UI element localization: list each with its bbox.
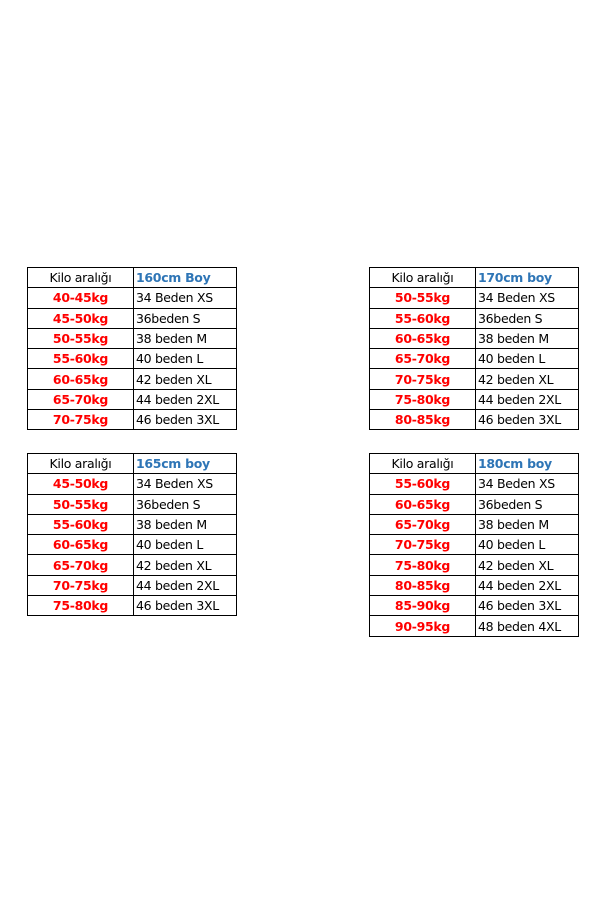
size-cell: 38 beden M [476,514,579,534]
weight-range-cell: 45-50kg [28,474,134,494]
header-row [28,268,237,288]
size-cell: 38 beden M [134,328,237,348]
size-cell: 48 beden 4XL [476,616,579,636]
weight-range-cell: 70-75kg [370,535,476,555]
weight-range-cell: 65-70kg [28,555,134,575]
size-cell: 42 beden XL [134,555,237,575]
table-row [28,575,237,595]
header-weight-range-label: Kilo aralığı [370,454,476,474]
size-cell: 34 Beden XS [476,474,579,494]
header-weight-range-label: Kilo aralığı [28,454,134,474]
weight-range-cell: 60-65kg [28,369,134,389]
header-weight-range-label: Kilo aralığı [370,268,476,288]
weight-range-cell: 50-55kg [28,494,134,514]
weight-range-cell: 55-60kg [28,514,134,534]
table-row [370,514,579,534]
table-row [370,369,579,389]
table-row [370,575,579,595]
weight-range-cell: 75-80kg [28,596,134,616]
header-weight-range-label: Kilo aralığı [28,268,134,288]
size-cell: 44 beden 2XL [476,575,579,595]
table-row [370,555,579,575]
size-table-170cm [369,267,579,430]
table-row [28,514,237,534]
table-row [28,410,237,430]
header-row [370,454,579,474]
table-row [370,410,579,430]
weight-range-cell: 60-65kg [28,535,134,555]
table-row [370,616,579,636]
table-row [28,389,237,409]
weight-range-cell: 70-75kg [28,575,134,595]
weight-range-cell: 75-80kg [370,389,476,409]
size-cell: 40 beden L [134,349,237,369]
table-row [370,308,579,328]
size-cell: 34 Beden XS [476,288,579,308]
size-cell: 44 beden 2XL [134,575,237,595]
size-cell: 46 beden 3XL [134,596,237,616]
weight-range-cell: 45-50kg [28,308,134,328]
size-table-160cm [27,267,237,430]
size-cell: 38 beden M [476,328,579,348]
table-row [28,535,237,555]
table-row [370,389,579,409]
weight-range-cell: 55-60kg [28,349,134,369]
weight-range-cell: 75-80kg [370,555,476,575]
weight-range-cell: 40-45kg [28,288,134,308]
table-row [28,596,237,616]
size-cell: 36beden S [476,494,579,514]
size-cell: 42 beden XL [476,369,579,389]
size-cell: 46 beden 3XL [476,596,579,616]
header-height-label: 165cm boy [134,454,237,474]
header-height-label: 170cm boy [476,268,579,288]
table-row [28,288,237,308]
weight-range-cell: 90-95kg [370,616,476,636]
header-height-label: 180cm boy [476,454,579,474]
table-row [370,535,579,555]
weight-range-cell: 65-70kg [28,389,134,409]
header-height-label: 160cm Boy [134,268,237,288]
table-row [370,328,579,348]
weight-range-cell: 70-75kg [370,369,476,389]
weight-range-cell: 55-60kg [370,474,476,494]
weight-range-cell: 50-55kg [370,288,476,308]
size-cell: 40 beden L [134,535,237,555]
size-cell: 42 beden XL [476,555,579,575]
size-cell: 40 beden L [476,349,579,369]
weight-range-cell: 70-75kg [28,410,134,430]
weight-range-cell: 50-55kg [28,328,134,348]
weight-range-cell: 80-85kg [370,575,476,595]
weight-range-cell: 55-60kg [370,308,476,328]
table-row [370,349,579,369]
table-row [370,474,579,494]
header-row [28,454,237,474]
table-row [28,308,237,328]
table-row [28,328,237,348]
table-row [28,349,237,369]
size-cell: 40 beden L [476,535,579,555]
size-cell: 46 beden 3XL [134,410,237,430]
weight-range-cell: 60-65kg [370,328,476,348]
table-row [370,288,579,308]
size-cell: 46 beden 3XL [476,410,579,430]
table-row [370,596,579,616]
size-table-165cm [27,453,237,616]
weight-range-cell: 85-90kg [370,596,476,616]
weight-range-cell: 80-85kg [370,410,476,430]
weight-range-cell: 65-70kg [370,349,476,369]
size-cell: 34 Beden XS [134,288,237,308]
size-cell: 34 Beden XS [134,474,237,494]
size-cell: 36beden S [134,308,237,328]
size-cell: 36beden S [476,308,579,328]
table-row [370,494,579,514]
size-table-180cm [369,453,579,637]
table-row [28,494,237,514]
size-cell: 44 beden 2XL [476,389,579,409]
size-cell: 42 beden XL [134,369,237,389]
size-cell: 38 beden M [134,514,237,534]
table-row [28,369,237,389]
table-row [28,555,237,575]
weight-range-cell: 60-65kg [370,494,476,514]
table-row [28,474,237,494]
size-cell: 44 beden 2XL [134,389,237,409]
weight-range-cell: 65-70kg [370,514,476,534]
size-cell: 36beden S [134,494,237,514]
header-row [370,268,579,288]
